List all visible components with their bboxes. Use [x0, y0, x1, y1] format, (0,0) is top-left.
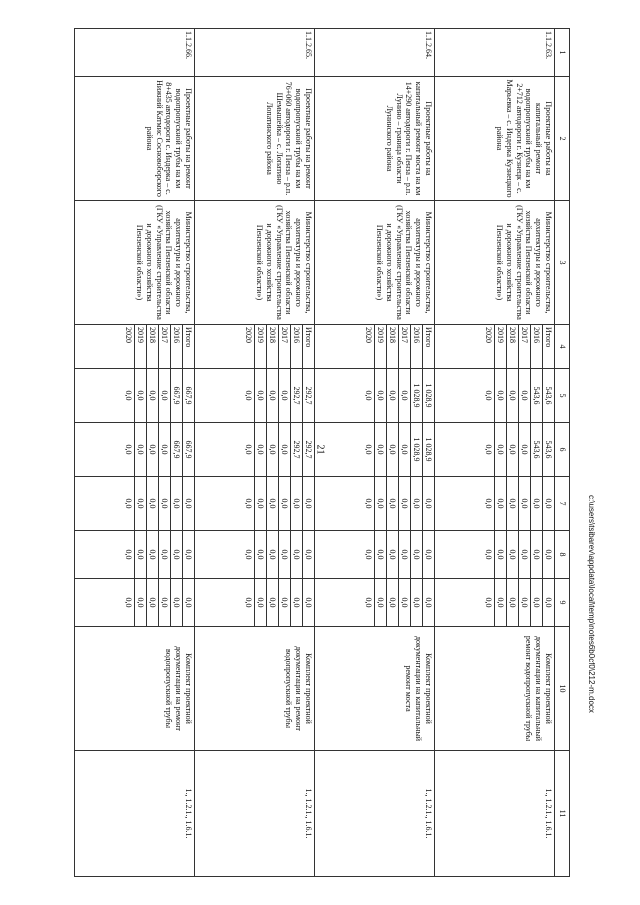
- row-total-value: 0,0: [506, 369, 518, 422]
- row-local-value: 0,0: [364, 549, 373, 560]
- row-federal-value: 0,0: [422, 477, 434, 530]
- row-years: [75, 325, 195, 369]
- table-row: [315, 29, 435, 877]
- row-total-value: 1 028,9: [410, 369, 422, 422]
- row-local: [75, 531, 195, 579]
- row-regional-value: 0,0: [518, 423, 530, 476]
- row-total-value: 292,7: [290, 369, 302, 422]
- row-code: 1.1.2.66.: [75, 29, 195, 77]
- row-local-value: 0,0: [398, 531, 410, 578]
- row-other-value: 0,0: [302, 579, 314, 626]
- row-indicators: 1., 1.2.1., 1.6.1.: [195, 751, 315, 877]
- row-regional-value: 0,0: [364, 444, 373, 455]
- row-years-value: 2020: [124, 327, 133, 343]
- row-other: [435, 579, 555, 627]
- row-federal-value: 0,0: [374, 477, 386, 530]
- row-total-value: 0,0: [266, 369, 278, 422]
- row-local-value: 0,0: [266, 531, 278, 578]
- row-executor: Министерство строительства, архитектуры и дорожного хозяйства Пензенской области (ГКУ «Управление строительства и дорожного хозяйства Пензенской области»): [315, 201, 435, 325]
- row-federal-value: 0,0: [158, 477, 170, 530]
- row-other-value: 0,0: [134, 579, 146, 626]
- row-other-value: 0,0: [374, 579, 386, 626]
- row-years-value: 2020: [364, 327, 373, 343]
- row-federal-value: 0,0: [484, 498, 493, 509]
- row-local-value: 0,0: [506, 531, 518, 578]
- row-federal-value: 0,0: [254, 477, 266, 530]
- row-total-value: 0,0: [146, 369, 158, 422]
- row-total: [315, 369, 435, 423]
- row-name: Проектные работы на ремонт водопропускной трубы на км 76+060 автодороги г. Пенза – р.п. Шемышейка – с. Лопатино Лопатинского района: [195, 77, 315, 201]
- row-regional: [315, 423, 435, 477]
- row-total-value: 0,0: [364, 390, 373, 401]
- row-regional-value: 292,7: [302, 423, 314, 476]
- row-local-value: 0,0: [290, 531, 302, 578]
- row-regional-value: 1 028,9: [410, 423, 422, 476]
- row-local-value: 0,0: [484, 549, 493, 560]
- row-federal-value: 0,0: [398, 477, 410, 530]
- row-years-value: 2016: [170, 325, 182, 368]
- row-code: 1.1.2.65.: [195, 29, 315, 77]
- row-years-value: Итого: [542, 325, 554, 368]
- row-regional: [435, 423, 555, 477]
- row-local-value: 0,0: [146, 531, 158, 578]
- row-other: [195, 579, 315, 627]
- table-body: [75, 29, 555, 877]
- row-years-value: 2017: [518, 325, 530, 368]
- row-other-value: 0,0: [518, 579, 530, 626]
- row-indicators: 1., 1.2.1., 1.6.1.: [435, 751, 555, 877]
- row-local: [195, 531, 315, 579]
- row-total-value: 667,9: [182, 369, 194, 422]
- row-other-value: 0,0: [398, 579, 410, 626]
- row-years-value: 2017: [278, 325, 290, 368]
- header-cell: 10: [555, 627, 570, 751]
- row-federal: [195, 477, 315, 531]
- row-local-value: 0,0: [302, 531, 314, 578]
- row-other-value: 0,0: [278, 579, 290, 626]
- row-local-value: 0,0: [494, 531, 506, 578]
- rotated-page-content: [83, 28, 570, 876]
- row-total-value: 292,7: [302, 369, 314, 422]
- row-regional-value: 0,0: [386, 423, 398, 476]
- row-years-value: 2017: [398, 325, 410, 368]
- row-years-value: 2019: [134, 325, 146, 368]
- row-local-value: 0,0: [254, 531, 266, 578]
- row-local-value: 0,0: [530, 531, 542, 578]
- row-total-value: 0,0: [494, 369, 506, 422]
- row-years: [195, 325, 315, 369]
- row-other-value: 0,0: [158, 579, 170, 626]
- table-row: [75, 29, 195, 877]
- row-local-value: 0,0: [278, 531, 290, 578]
- row-total-value: 667,9: [170, 369, 182, 422]
- header-cell: 3: [555, 201, 570, 325]
- row-federal-value: 0,0: [290, 477, 302, 530]
- header-cell: 7: [555, 477, 570, 531]
- row-years-value: 2019: [374, 325, 386, 368]
- row-local-value: 0,0: [158, 531, 170, 578]
- header-row: [555, 29, 570, 877]
- row-local-value: 0,0: [542, 531, 554, 578]
- row-regional-value: 0,0: [398, 423, 410, 476]
- row-other-value: 0,0: [410, 579, 422, 626]
- row-regional-value: 0,0: [278, 423, 290, 476]
- row-regional: [195, 423, 315, 477]
- row-total-value: 0,0: [244, 390, 253, 401]
- row-federal-value: 0,0: [518, 477, 530, 530]
- row-federal-value: 0,0: [410, 477, 422, 530]
- row-total-value: 543,6: [530, 369, 542, 422]
- row-years-value: Итого: [422, 325, 434, 368]
- row-total: [75, 369, 195, 423]
- row-executor: Министерство строительства, архитектуры и дорожного хозяйства Пензенской области (ГКУ «Управление строительства и дорожного хозяйства Пензенской области»): [195, 201, 315, 325]
- program-table: [74, 28, 570, 877]
- row-total-value: 1 028,9: [422, 369, 434, 422]
- row-years-value: 2018: [146, 325, 158, 368]
- row-federal: [435, 477, 555, 531]
- row-local-value: 0,0: [170, 531, 182, 578]
- row-regional-value: 0,0: [254, 423, 266, 476]
- row-federal-value: 0,0: [182, 477, 194, 530]
- row-total-value: 0,0: [254, 369, 266, 422]
- row-result: Комплект проектной документации на ремонт водопропускной трубы: [195, 627, 315, 751]
- row-total: [435, 369, 555, 423]
- row-regional-value: 0,0: [266, 423, 278, 476]
- row-regional-value: 0,0: [124, 444, 133, 455]
- table-row: [435, 29, 555, 877]
- row-total-value: 0,0: [518, 369, 530, 422]
- row-name: Проектные работы на капитальный ремонт водопропускной трубы на км 2+712 автодороги г. Кузнецк – с. Марьевка – с. Индерка Кузнецкого района: [435, 77, 555, 201]
- header-cell: 5: [555, 369, 570, 423]
- table-row: [195, 29, 315, 877]
- row-other-value: 0,0: [494, 579, 506, 626]
- header-cell: 6: [555, 423, 570, 477]
- row-federal-value: 0,0: [302, 477, 314, 530]
- header-cell: 11: [555, 751, 570, 877]
- row-other-value: 0,0: [542, 579, 554, 626]
- row-years-value: 2018: [386, 325, 398, 368]
- row-regional-value: 1 028,9: [422, 423, 434, 476]
- row-local-value: 0,0: [518, 531, 530, 578]
- header-cell: 1: [555, 29, 570, 77]
- row-other-value: 0,0: [530, 579, 542, 626]
- row-years-value: 2020: [484, 327, 493, 343]
- row-other-value: 0,0: [254, 579, 266, 626]
- row-code: 1.1.2.63.: [435, 29, 555, 77]
- row-years-value: 2016: [290, 325, 302, 368]
- row-years-value: 2016: [410, 325, 422, 368]
- row-federal: [75, 477, 195, 531]
- row-total-value: 543,6: [542, 369, 554, 422]
- row-local-value: 0,0: [386, 531, 398, 578]
- row-local: [435, 531, 555, 579]
- row-years-value: 2019: [494, 325, 506, 368]
- row-years-value: 2018: [506, 325, 518, 368]
- row-regional-value: 0,0: [374, 423, 386, 476]
- row-federal-value: 0,0: [494, 477, 506, 530]
- header-cell: 8: [555, 531, 570, 579]
- row-federal-value: 0,0: [506, 477, 518, 530]
- row-result: Комплект проектной документации на капитальный ремонт моста: [315, 627, 435, 751]
- row-local-value: 0,0: [182, 531, 194, 578]
- row-result: Комплект проектной документации на капитальный ремонт водопропускной трубы: [435, 627, 555, 751]
- row-regional-value: 0,0: [158, 423, 170, 476]
- row-other: [315, 579, 435, 627]
- row-name: Проектные работы на капитальный ремонт моста на км 14+290 автодороги г. Пенза – р.п. Лунино – граница области Лунинского района: [315, 77, 435, 201]
- row-other-value: 0,0: [290, 579, 302, 626]
- row-local-value: 0,0: [124, 549, 133, 560]
- row-federal-value: 0,0: [530, 477, 542, 530]
- row-regional-value: 543,6: [530, 423, 542, 476]
- row-regional-value: 667,9: [170, 423, 182, 476]
- row-years: [315, 325, 435, 369]
- row-other-value: 0,0: [266, 579, 278, 626]
- row-years-value: Итого: [302, 325, 314, 368]
- row-regional-value: 0,0: [484, 444, 493, 455]
- row-local-value: 0,0: [244, 549, 253, 560]
- row-federal-value: 0,0: [386, 477, 398, 530]
- row-regional-value: 667,9: [182, 423, 194, 476]
- row-total-value: 0,0: [484, 390, 493, 401]
- row-other-value: 0,0: [386, 579, 398, 626]
- row-federal-value: 0,0: [278, 477, 290, 530]
- row-regional-value: 543,6: [542, 423, 554, 476]
- row-regional-value: 0,0: [134, 423, 146, 476]
- row-code: 1.1.2.64.: [315, 29, 435, 77]
- row-regional-value: 0,0: [494, 423, 506, 476]
- row-federal-value: 0,0: [170, 477, 182, 530]
- row-other-value: 0,0: [182, 579, 194, 626]
- row-years-value: 2018: [266, 325, 278, 368]
- row-total-value: 0,0: [134, 369, 146, 422]
- row-federal-value: 0,0: [542, 477, 554, 530]
- row-years: [435, 325, 555, 369]
- row-other-value: 0,0: [124, 597, 133, 608]
- row-total-value: 0,0: [386, 369, 398, 422]
- row-other: [75, 579, 195, 627]
- row-federal-value: 0,0: [364, 498, 373, 509]
- row-local-value: 0,0: [374, 531, 386, 578]
- row-other-value: 0,0: [484, 597, 493, 608]
- row-local-value: 0,0: [134, 531, 146, 578]
- row-years-value: 2017: [158, 325, 170, 368]
- row-total-value: 0,0: [398, 369, 410, 422]
- header-cell: 4: [555, 325, 570, 369]
- row-total-value: 0,0: [124, 390, 133, 401]
- row-other-value: 0,0: [146, 579, 158, 626]
- row-total-value: 0,0: [374, 369, 386, 422]
- row-total-value: 0,0: [158, 369, 170, 422]
- row-years-value: 2020: [244, 327, 253, 343]
- row-other-value: 0,0: [170, 579, 182, 626]
- row-years-value: 2019: [254, 325, 266, 368]
- row-result: Комплект проектной документации на ремонт водопропускной трубы: [75, 627, 195, 751]
- row-indicators: 1., 1.2.1., 1.6.1.: [315, 751, 435, 877]
- footer-file-path: c:\users\tsibarev\appdata\local\temp\notes6b0cf0\212-m.docx: [587, 495, 596, 713]
- row-federal-value: 0,0: [134, 477, 146, 530]
- row-executor: Министерство строительства, архитектуры и дорожного хозяйства Пензенской области (ГКУ «Управление строительства и дорожного хозяйства Пензенской области»): [75, 201, 195, 325]
- row-other-value: 0,0: [244, 597, 253, 608]
- row-executor: Министерство строительства, архитектуры и дорожного хозяйства Пензенской области (ГКУ «Управление строительства и дорожного хозяйства Пензенской области»): [435, 201, 555, 325]
- header-cell: 2: [555, 77, 570, 201]
- header-cell: 9: [555, 579, 570, 627]
- row-total: [195, 369, 315, 423]
- row-federal-value: 0,0: [266, 477, 278, 530]
- row-local-value: 0,0: [422, 531, 434, 578]
- row-federal-value: 0,0: [146, 477, 158, 530]
- page-number: 21: [314, 444, 326, 455]
- row-years-value: 2016: [530, 325, 542, 368]
- row-local-value: 0,0: [410, 531, 422, 578]
- row-other-value: 0,0: [364, 597, 373, 608]
- row-other-value: 0,0: [506, 579, 518, 626]
- row-federal: [315, 477, 435, 531]
- row-federal-value: 0,0: [244, 498, 253, 509]
- row-regional: [75, 423, 195, 477]
- row-name: Проектные работы на ремонт водопропускной трубы на км 8+435 автодороги с. Индерка – с. Нижний Катмис Сосновоборского района: [75, 77, 195, 201]
- row-total-value: 0,0: [278, 369, 290, 422]
- row-regional-value: 292,7: [290, 423, 302, 476]
- row-regional-value: 0,0: [244, 444, 253, 455]
- row-indicators: 1., 1.2.1., 1.6.1.: [75, 751, 195, 877]
- row-regional-value: 0,0: [506, 423, 518, 476]
- row-years-value: Итого: [182, 325, 194, 368]
- row-regional-value: 0,0: [146, 423, 158, 476]
- row-other-value: 0,0: [422, 579, 434, 626]
- row-federal-value: 0,0: [124, 498, 133, 509]
- row-local: [315, 531, 435, 579]
